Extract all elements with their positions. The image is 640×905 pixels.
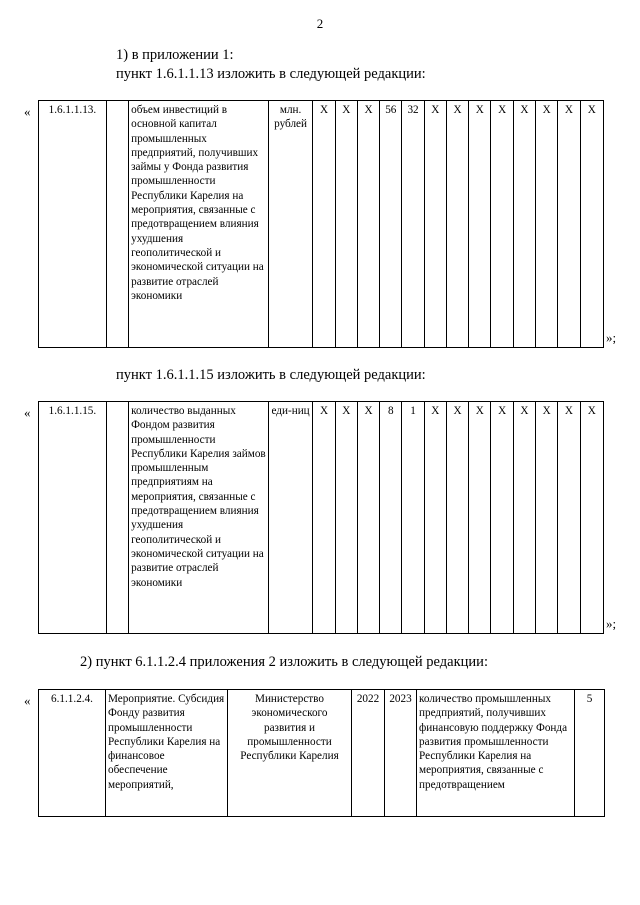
table2-blank-cell bbox=[106, 402, 128, 634]
table2-row bbox=[39, 402, 604, 634]
table1-value: Х bbox=[469, 101, 491, 348]
table2-value: Х bbox=[580, 402, 603, 634]
table3-open-quote: « bbox=[24, 693, 31, 708]
table2-value: 1 bbox=[402, 402, 424, 634]
table3 bbox=[38, 689, 605, 817]
table2-value: Х bbox=[335, 402, 357, 634]
table1-value: Х bbox=[446, 101, 468, 348]
table2-value: Х bbox=[313, 402, 335, 634]
table1-value: Х bbox=[513, 101, 535, 348]
table1-value: Х bbox=[424, 101, 446, 348]
table2-value: Х bbox=[491, 402, 513, 634]
table1 bbox=[38, 100, 604, 348]
table3-value: 5 bbox=[575, 690, 605, 817]
table1-value: Х bbox=[357, 101, 379, 348]
table1-value: Х bbox=[335, 101, 357, 348]
table2-close-quote: »; bbox=[606, 616, 617, 631]
amendment-1-item-15-intro: пункт 1.6.1.1.15 изложить в следующей редакции: bbox=[116, 367, 426, 383]
table3-year-end: 2023 bbox=[385, 690, 417, 817]
table1-open-quote: « bbox=[24, 104, 31, 119]
table3-code: 6.1.1.2.4. bbox=[39, 690, 106, 817]
amendment-2-intro: 2) пункт 6.1.1.2.4 приложения 2 изложить в следующей редакции: bbox=[80, 654, 488, 670]
table1-value: Х bbox=[491, 101, 513, 348]
table2-value: Х bbox=[357, 402, 379, 634]
table1-value: 56 bbox=[380, 101, 402, 348]
table2-value: Х bbox=[446, 402, 468, 634]
table2 bbox=[38, 401, 604, 634]
table1-value: Х bbox=[558, 101, 580, 348]
table2-description: количество выданных Фондом развития промышленности Республики Карелия займов промышленным предприятиям на мероприятия, связанные с предотвращением влияния ухудшения геополитической и экономической ситуации на развитие отраслей экономики bbox=[129, 402, 269, 634]
table1-value: Х bbox=[313, 101, 335, 348]
table3-executor: Министерство экономического развития и промышленности Республики Карелия bbox=[228, 690, 352, 817]
table1-value: Х bbox=[580, 101, 603, 348]
table2-code: 1.6.1.1.15. bbox=[39, 402, 107, 634]
table2-value: Х bbox=[558, 402, 580, 634]
table1-unit: млн. рублей bbox=[268, 101, 313, 348]
table2-value: 8 bbox=[380, 402, 402, 634]
page-number: 2 bbox=[316, 16, 324, 31]
table2-open-quote: « bbox=[24, 405, 31, 420]
table1-row bbox=[39, 101, 604, 348]
table2-value: Х bbox=[513, 402, 535, 634]
table3-event: Мероприятие. Субсидия Фонду развития промышленности Республики Карелия на финансовое обеспечение мероприятий, bbox=[106, 690, 228, 817]
table1-description: объем инвестиций в основной капитал промышленных предприятий, получивших займы у Фонда развития промышленности Республики Карелия на мероприятия, связанные с предотвращением влияния ухудшения геополитической и экономической ситуации на развитие отраслей экономики bbox=[129, 101, 269, 348]
table2-value: Х bbox=[424, 402, 446, 634]
table3-row bbox=[39, 690, 605, 817]
table3-year-start: 2022 bbox=[352, 690, 385, 817]
table1-code: 1.6.1.1.13. bbox=[39, 101, 107, 348]
table2-value: Х bbox=[536, 402, 558, 634]
table1-close-quote: »; bbox=[606, 330, 617, 345]
table2-value: Х bbox=[469, 402, 491, 634]
table1-blank-cell bbox=[106, 101, 128, 348]
table1-value: 32 bbox=[402, 101, 424, 348]
table3-result: количество промышленных предприятий, получивших финансовую поддержку Фонда развития промышленности Республики Карелия на мероприятия, связанные с предотвращением bbox=[417, 690, 575, 817]
table1-value: Х bbox=[536, 101, 558, 348]
table2-unit: еди-ниц bbox=[268, 402, 313, 634]
amendment-1-item-13-intro: пункт 1.6.1.1.13 изложить в следующей редакции: bbox=[116, 66, 426, 82]
amendment-1-title: 1) в приложении 1: bbox=[116, 47, 234, 63]
